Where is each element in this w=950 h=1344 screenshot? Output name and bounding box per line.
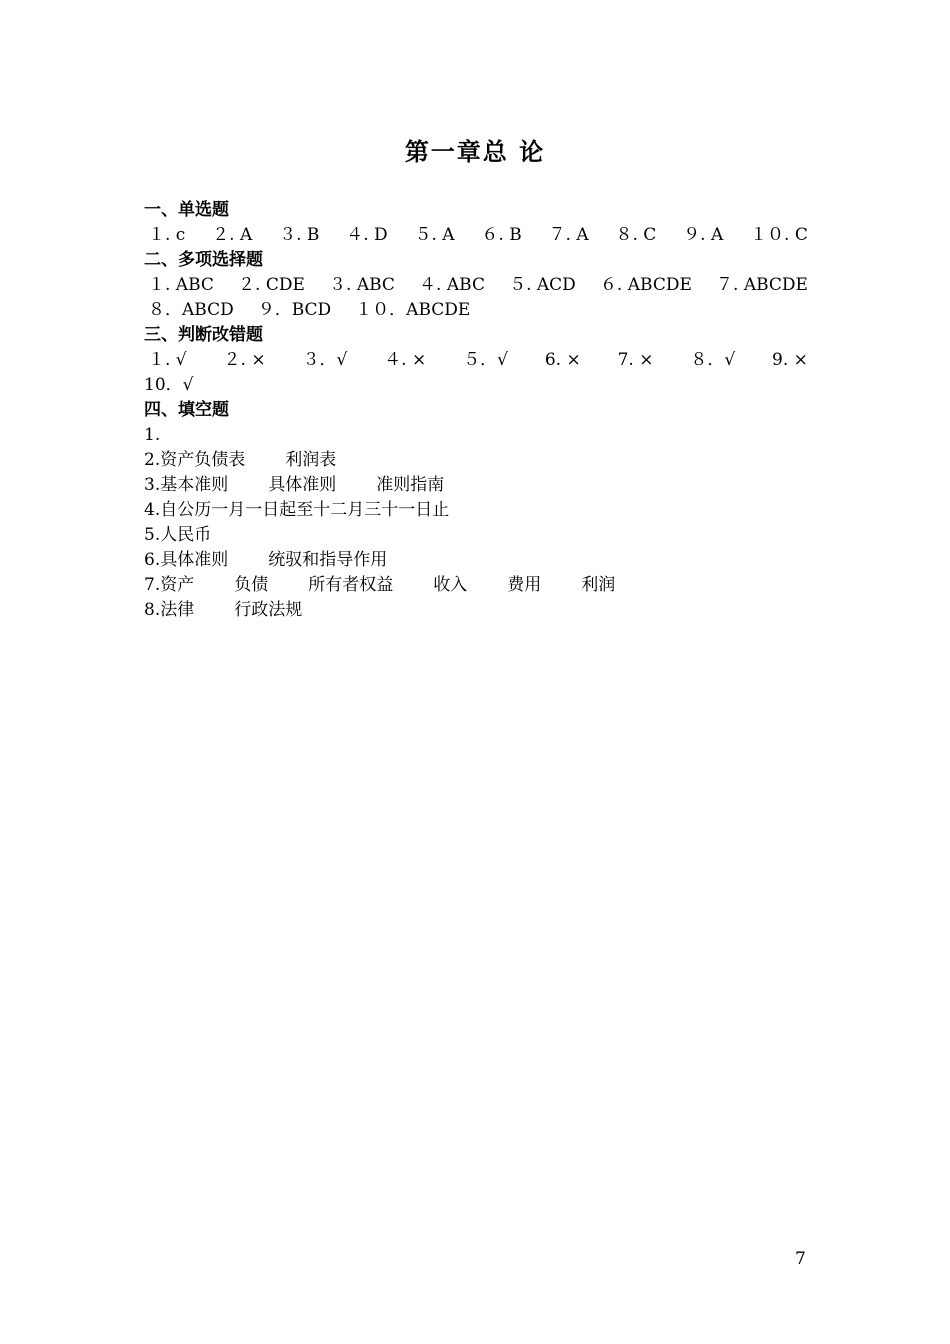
answer-item: ５. ACD — [509, 275, 576, 295]
answer-item: ６. ABCDE — [599, 275, 692, 295]
answer-item: １０．ABCDE — [355, 300, 471, 320]
answer-item: ４. D — [346, 225, 388, 245]
answer-item: ５．√ — [463, 350, 508, 370]
fill-blank-answer: 行政法规 — [234, 600, 303, 620]
fill-blank-answer: 收入 — [433, 575, 468, 595]
fill-blank-answer: 费用 — [507, 575, 542, 595]
answer-item: 10．√ — [144, 375, 194, 395]
answer-item: ９. A — [683, 225, 724, 245]
answer-item: ８．ABCD — [148, 300, 234, 320]
fill-blank-line — [144, 498, 808, 523]
answer-item: ２. A — [212, 225, 253, 245]
answer-item: ２. CDE — [238, 275, 305, 295]
fill-blank-answer: 资产 — [160, 575, 195, 595]
fill-blank-line — [144, 473, 808, 498]
answer-item: ８. C — [615, 225, 657, 245]
fill-blank-line — [144, 448, 808, 473]
page-title: 第一章总 论 — [404, 138, 546, 166]
answer-item: １. ABC — [148, 275, 214, 295]
fill-blank-answer: 基本准则 — [160, 475, 229, 495]
fill-blank-line — [144, 573, 808, 598]
answer-item: ４. ABC — [419, 275, 485, 295]
true-false-answers-row-1 — [144, 348, 808, 373]
fill-blank-answer: 法律 — [160, 600, 195, 620]
fill-blank-number: 1. — [144, 425, 161, 445]
fill-blank-number: 5. — [144, 525, 161, 545]
answer-content — [144, 198, 808, 623]
fill-blank-answer: 利润表 — [285, 450, 337, 470]
answer-item: ３. B — [279, 225, 320, 245]
section-heading-multiple-choice: 二、多项选择题 — [144, 250, 263, 270]
fill-blank-number: 8. — [144, 600, 161, 620]
fill-blank-answer: 准则指南 — [376, 475, 445, 495]
answer-item: ２. × — [223, 350, 266, 370]
section-heading-true-false: 三、判断改错题 — [144, 325, 263, 345]
fill-blank-answer: 利润 — [581, 575, 616, 595]
fill-blank-number: 3. — [144, 475, 161, 495]
answer-item: ６. B — [481, 225, 522, 245]
answer-item: 7. × — [617, 350, 654, 370]
multiple-choice-answers-row-1 — [144, 273, 808, 298]
fill-blank-answer: 统驭和指导作用 — [268, 550, 388, 570]
answer-item: ８．√ — [690, 350, 736, 370]
fill-blank-answer: 所有者权益 — [308, 575, 394, 595]
section-heading-single-choice: 一、单选题 — [144, 200, 229, 220]
fill-blank-line — [144, 598, 808, 623]
fill-blank-answers — [144, 423, 808, 623]
answer-item: ９．BCD — [257, 300, 332, 320]
answer-item: １０. C — [750, 225, 808, 245]
answer-item: 9. × — [772, 350, 808, 370]
fill-blank-answer: 自公历一月一日起至十二月三十一日止 — [160, 500, 450, 520]
section-heading-fill-blank: 四、填空题 — [144, 400, 229, 420]
fill-blank-answer: 具体准则 — [160, 550, 229, 570]
fill-blank-number: 7. — [144, 575, 161, 595]
answer-item: ３．√ — [302, 350, 348, 370]
page-number: 7 — [795, 1249, 806, 1269]
answer-item: ３. ABC — [329, 275, 395, 295]
fill-blank-answer: 人民币 — [160, 525, 212, 545]
answer-item: １. √ — [148, 350, 187, 370]
fill-blank-line — [144, 548, 808, 573]
fill-blank-number: 6. — [144, 550, 161, 570]
answer-item: ７. ABCDE — [716, 275, 808, 295]
answer-item: １. c — [148, 225, 186, 245]
single-choice-answers — [144, 223, 808, 248]
answer-item: ５. A — [414, 225, 455, 245]
fill-blank-answer: 具体准则 — [268, 475, 337, 495]
fill-blank-line — [144, 423, 808, 448]
answer-item: ４. × — [384, 350, 427, 370]
fill-blank-number: 2. — [144, 450, 161, 470]
multiple-choice-answers-row-2 — [144, 298, 808, 323]
true-false-answers-row-2 — [144, 373, 808, 398]
fill-blank-answer: 负债 — [234, 575, 269, 595]
fill-blank-answer: 资产负债表 — [160, 450, 246, 470]
fill-blank-number: 4. — [144, 500, 161, 520]
answer-item: ７. A — [548, 225, 589, 245]
answer-item: 6. × — [544, 350, 581, 370]
fill-blank-line — [144, 523, 808, 548]
